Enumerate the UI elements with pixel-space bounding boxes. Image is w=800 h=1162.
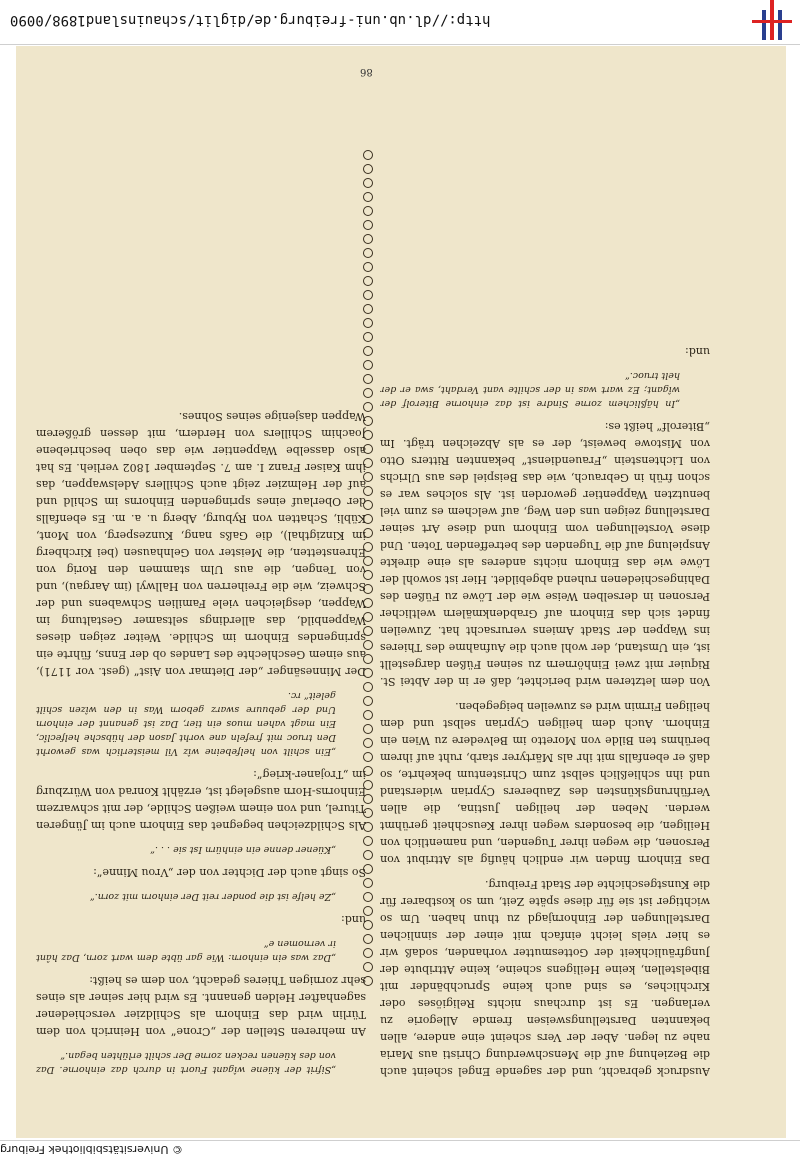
text-paragraph: An mehreren Stellen der „Crone“ von Heinrich von dem Türlin wird das Einhorn als Schildzier verschiedener sagenhafter Helden genannt. Es wird hier seiner als eines sehr zornigen Thieres gedacht, von dem es heißt:	[36, 974, 366, 1038]
text-paragraph: Das Einhorn finden wir endlich häufig als Attribut von Personen, die wegen ihrer Tugenden, und namentlich von Heiligen, die besonders wegen ihrer Keuschheit gerühmt werden. Neben der heiligen Justina, die allen Verführungskünsten des Zauberers Cyprian widerstand und ihn schließlich selbst zum Christentum bekehrte, so daß er ebenfalls mit ihr als Märtyrer starb, ruht auf ihrem berühms ten Bilde von Moretto im Belvedere zu Wien ein Einhorn. Auch dem heiligen Cyprian selbst und dem heiligen Firmin wird es zuweilen beigegeben.	[380, 700, 710, 866]
text-paragraph: Von dem letzteren wird berichtet, daß er in der Abtei St. Riquier mit zwei Einhörnern zu seinen Füßen dargestellt ist, ein Umstand, der wohl auch die Aufnahme des Thieres ins Wappen der Stadt Amiens verursacht hat. Zuweilen findet sich das Einhorn auf Grabdenkmälern weltlicher Personen in derselben Weise wie der Löwe zu Füßen des Dahingeschiedenen ruhend abgebildet. Hier ist sowohl der Löwe wie das Einhorn nichts anderes als eine direkte Anspielung auf die Tugenden des betreffenden Toten. Und diese Vorstellungen vom Einhorn und diese Art seiner Darstellung zeigen uns den Weg, auf welchem es zum viel benutzten Wappentier geworden ist. Als solches war es schon früh in Gebrauch, wie das Beispiel des aus Ulrichs von Lichtenstein „Frauendienst“ bekannten Ritters Otto von Mistowe beweist, der es als Abzeichen trägt. Im „Biterolf“ heißt es:	[380, 420, 710, 688]
left-column-text	[380, 100, 710, 1080]
text-paragraph: und:	[685, 345, 710, 358]
verse-quote: „Ze helfe ist die ponder reit Der einhorn mit zorn.“	[89, 891, 336, 902]
page-url[interactable]: http://dl.ub.uni-freiburg.de/diglit/schauinsland1898/0090	[10, 12, 491, 28]
ub-freiburg-logo-icon	[752, 0, 792, 44]
text-paragraph: Ausdruck gebracht, und der sagende Engel scheint auch die Beziehung auf die Menschwerdung Christi aus Maria nahe zu legen. Aber der Vers scheint eine andere, allen bekannten Darstellungsweisen fremde Allegorie zu verlangen. Es ist durchaus nichts Religiöses oder Kirchliches, es sind auch keine Spruchbänder mit Bibelstellen, keine Heiligens scheine, keine Attribute der Jungfräulichkeit der Gottesmutter vorhanden, sodaß wir es hier viels leicht einfach mit einer der sinnlichen Darstellungen der Einhornjagd zu thun haben. Um so wichtiger ist sie für diese späte Zeit, um so kostbarer für die Kunstgeschichte der Stadt Freiburg.	[380, 878, 710, 1078]
text-paragraph: und:	[341, 913, 366, 926]
verse-quote: „Daz was ein einhorn: Wie gar übte dem wart zorn, Daz hânt ir vernomen e“	[36, 938, 336, 963]
text-paragraph: So singt auch der Dichter von der „Vrou Minne“:	[93, 866, 366, 879]
verse-quote: „Küener denne ein einhürn Ist sie . . .“	[150, 844, 336, 855]
text-paragraph: Der Minnesänger „der Dietmar von Aist“ (gest. vor 1171), aus einem Geschlechte des Landes ob der Enns, führte ein springendes Einhorn im Schilde. Weiter zeigen dieses Wappenbild, das allerdings seltsamer Gestaltung im Wappen, desgleichen viele Familien Schwabens und der Schweiz, wie die Freiherren von Hallwyl (im Aargau), und von Tengen, die aus Ulm stammen den Rorig von Ehrenstetten, die Meister von Gelnhausen (bei Kirchberg im Kinzigthal), die Gaßs nang, Kunzesperg, von Mont, Kübli, Schatten von Ryburg, Aberg u. a. m. Es ebenfalls der Oberlauf eines springenden Einhorns im Schild und auf der Helmzier zeigt auch Schillers Adelswappen, das ihm Kaiser Franz I. am 7. September 1802 verlieh. Es hat also dasselbe Wappentier wie das oben beschriebene Joachim Schillers von Herdern, mit dessen größerem Wappen dasjenige seines Sohnes.	[36, 410, 366, 678]
viewer-header	[0, 0, 800, 45]
verse-quote: „Sifrit der küene wîgant Fuort in durch daz einhorne. Daz von des küenen recken zorne Der schilt erlühten began.“	[36, 1050, 336, 1075]
text-paragraph: Als Schildzeichen begegnet das Einhorn auch im Jüngeren Titurel, und von einem weißen Schilde, der mit schwarzem Einhorns-Horn ausgelegt ist, erzählt Konrad von Würzburg im „Trojaner-krieg“:	[36, 768, 366, 832]
viewer-footer	[0, 1140, 800, 1162]
right-column-text	[36, 100, 366, 1080]
verse-quote: „In häßlichem zorne Sindre ist daz einhorne Biterolf der wîgant; Ez wart was in der schilte vant Verdaht, swa er der helt truoc.“	[380, 370, 680, 409]
verse-quote: „Ein schilt von helfebeine wîz Vil meisterlich was geworht Den truoc mit frefeln ane vorht Jason der hübsche helfeclîc, Ein magt vahen muos ein tier, Daz ist genannt der einhorn Und der gebuure swarz geborn Was in den wîzen schilt geleit“ rc.	[36, 690, 336, 757]
page-number: 86	[360, 66, 373, 77]
copyright-notice: © Universitätsbibliothek Freiburg	[0, 1143, 183, 1156]
